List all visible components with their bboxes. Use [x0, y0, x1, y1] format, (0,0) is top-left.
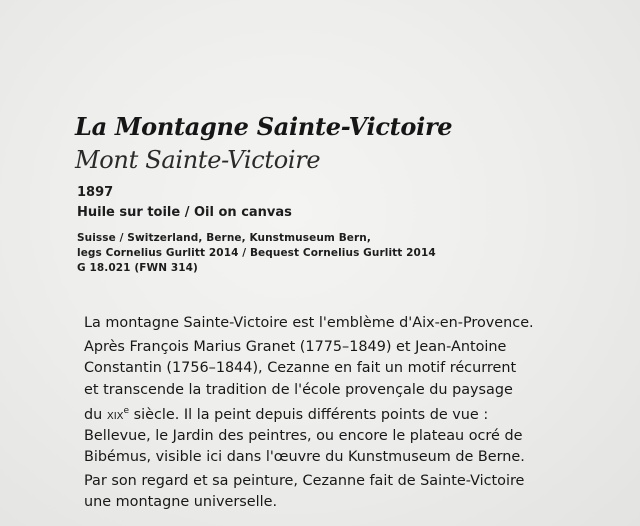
description-line: Bellevue, le Jardin des peintres, ou encore le plateau ocré de	[84, 427, 523, 444]
description-line: et transcende la tradition de l'école provençale du paysage	[84, 381, 513, 398]
provenance-line: legs Cornelius Gurlitt 2014 / Bequest Cornelius Gurlitt 2014	[77, 247, 436, 259]
artwork-year: 1897	[77, 185, 114, 200]
artwork-title-english: Mont Sainte-Victoire	[75, 146, 321, 174]
provenance-line: Suisse / Switzerland, Berne, Kunstmuseum Bern,	[77, 232, 371, 244]
description-line: une montagne universelle.	[84, 494, 278, 511]
description-line: Bibémus, visible ici dans l'œuvre du Kunstmuseum de Berne.	[84, 449, 525, 466]
century-suffix: e	[123, 405, 130, 416]
description-fragment: siècle. Il la peint depuis différents points de vue :	[129, 406, 489, 423]
description-line: Par son regard et sa peinture, Cezanne fait de Sainte-Victoire	[84, 473, 525, 490]
description-text	[84, 313, 584, 514]
description-line	[84, 401, 584, 426]
century-numeral: xix	[106, 406, 124, 423]
artwork-title-french: La Montagne Sainte-Victoire	[75, 112, 453, 141]
description-fragment: du	[84, 406, 107, 423]
description-line: Constantin (1756–1844), Cezanne en fait un motif récurrent	[84, 360, 517, 377]
description-paragraph: La montagne Sainte-Victoire est l'emblème d'Aix-en-Provence.	[84, 315, 534, 331]
artwork-medium: Huile sur toile / Oil on canvas	[77, 205, 292, 220]
inventory-number: G 18.021 (FWN 314)	[77, 262, 198, 274]
description-line: Après François Marius Granet (1775–1849) et Jean-Antoine	[84, 339, 507, 356]
